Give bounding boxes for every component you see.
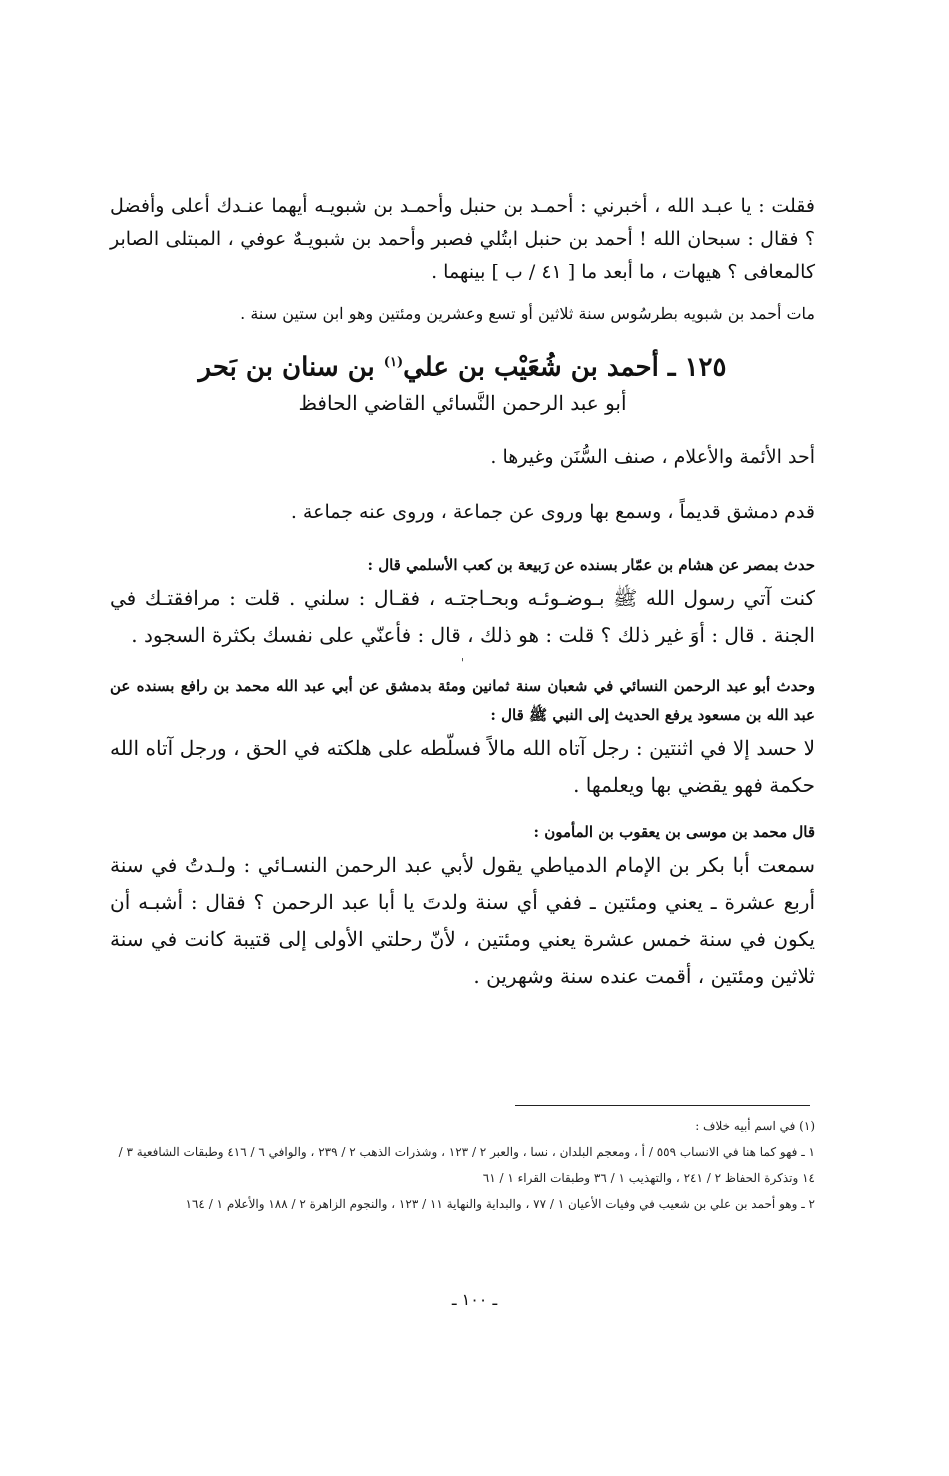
- page-body: [110, 190, 815, 995]
- footnote-0: (١) في اسم أبيه خلاف :: [695, 1119, 815, 1133]
- paragraph-2: مات أحمد بن شبويه بطرسُوس سنة ثلاثين أو تسع وعشرين ومئتين وهو ابن ستين سنة .: [240, 304, 815, 323]
- footnote-2: ٢ ـ وهو أحمد بن علي بن شعيب في وفيات الأعيان ١ / ٧٧ ، والبداية والنهاية ١١ / ١٢٣ ، والنجوم الزاهرة ٢ / ١٨٨ والأعلام ١ / ١٦٤: [185, 1197, 815, 1211]
- paragraph-7: وحدث أبو عبد الرحمن النسائي في شعبان سنة ثمانين ومئة بدمشق عن أبي عبد الله محمد بن رافع بسنده عن عبد الله بن مسعود يرفع الحديث إلى النبي ﷺ قال :: [110, 676, 815, 724]
- heading-tail: بن سنان بن بَحر: [198, 352, 384, 383]
- heading-main: ١٢٥ ـ أحمد بن شُعَيْب بن علي: [403, 352, 727, 383]
- paragraph-6: كنت آتي رسول الله ﷺ بـوضـوئـه وبحـاجتـه ، فقـال : سلني . قلت : مرافقتـك في الجنة . قال : أوَ غير ذلك ؟ قلت : هو ذلك ، قال : فأعنّي على نفسك بكثرة السجود .: [110, 585, 815, 647]
- footnote-1: ١ ـ فهو كما هنا في الانساب ٥٥٩ / أ ، ومعجم البلدان ، نسا ، والعبر ٢ / ١٢٣ ، وشذرات الذهب ٢ / ٢٣٩ ، والوافي ٦ / ٤١٦ وطبقات الشافعية ٣ / ١٤ وتذكرة الحفاظ ٢ / ٢٤١ ، والتهذيب ١ / ٣٦ وطبقات القراء ١ / ٦١: [118, 1145, 815, 1185]
- paragraph-9: قال محمد بن موسى بن يعقوب بن المأمون :: [533, 822, 815, 841]
- footnotes: [110, 1113, 815, 1217]
- paragraph-4: قدم دمشق قديماً ، وسمع بها وروى عن جماعة ، وروى عنه جماعة .: [290, 500, 815, 523]
- footnote-ref: (١): [383, 355, 404, 370]
- paragraph-5: حدث بمصر عن هشام بن عمّار بسنده عن رَبيعة بن كعب الأسلمي قال :: [367, 555, 815, 574]
- paragraph-8: لا حسد إلا في اثنتين : رجل آتاه الله مالاً فسلّطه على هلكته في الحق ، ورجل آتاه الله حكمة فهو يقضي بها ويعلمها .: [110, 735, 815, 797]
- footnote-divider: [515, 1105, 810, 1106]
- paragraph-10: سمعت أبا بكر بن الإمام الدمياطي يقول لأبي عبد الرحمن النسـائي : ولـدتُ في سنة أربع عشرة ـ يعني ومئتين ـ ففي أي سنة ولدتَ يا أبا عبد الرحمن ؟ فقال : أشبـه أن يكون في سنة خمس عشرة يعني ومئتين ، لأنّ رحلتي الأولى إلى قتيبة كانت في سنة ثلاثين ومئتين ، أقمت عنده سنة وشهرين .: [110, 852, 815, 988]
- biography-subheading: أبو عبد الرحمن النَّسائي القاضي الحافظ: [298, 390, 627, 415]
- paragraph-3: أحد الأئمة والأعلام ، صنف السُّنَن وغيرها .: [490, 445, 815, 468]
- paragraph-1: فقلت : يا عبـد الله ، أخبرني : أحمـد بن حنبل وأحمـد بن شبويـه أيهما عنـدك أعلى وأفضل ؟ فقال : سبحان الله ! أحمد بن حنبل ابتُلي فصبر وأحمد بن شبويـهٌ عوفي ، المبتلى الصابر كالمعافى ؟ هيهات ، ما أبعد ما [ ٤١ / ب ] بينهما .: [110, 195, 815, 283]
- tick-mark: ': [460, 655, 465, 670]
- biography-heading: [110, 344, 815, 387]
- page-number: ـ ١٠٠ ـ: [451, 1290, 498, 1309]
